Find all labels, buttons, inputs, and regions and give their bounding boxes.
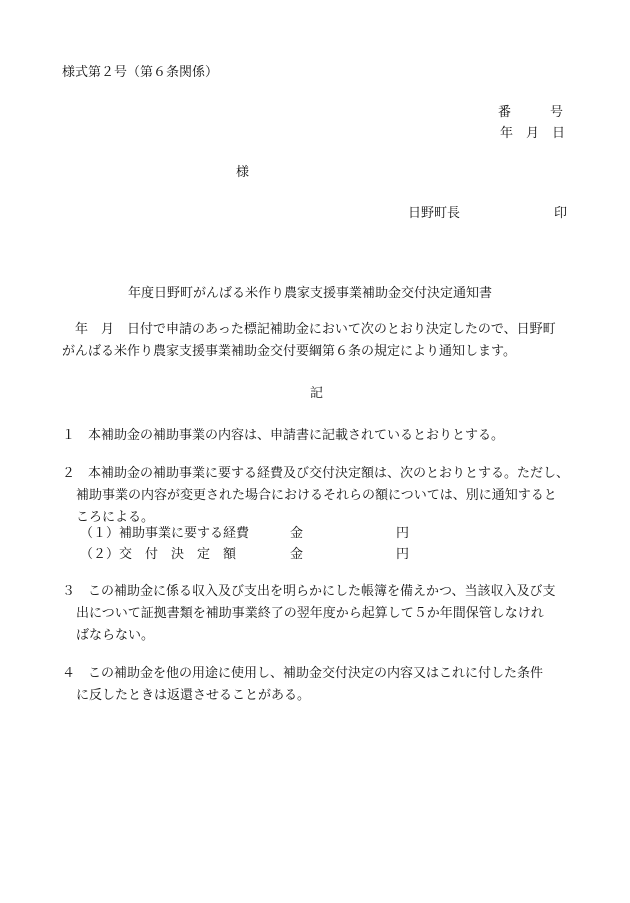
item-line: １ 本補助金の補助事業の内容は、申請書に記載されているとおりとする。 bbox=[62, 428, 505, 443]
issuer-name: 日野町長 bbox=[408, 206, 461, 221]
item-line: ばならない。 bbox=[76, 628, 155, 643]
amount-en: 円 bbox=[396, 526, 410, 541]
amount-label-decision: （２）交 付 決 定 額 bbox=[80, 547, 237, 562]
item-line: に反したときは返還させることがある。 bbox=[76, 688, 311, 703]
item-line: ２ 本補助金の補助事業に要する経費及び交付決定額は、次のとおりとする。ただし、 bbox=[62, 466, 570, 481]
item-1 bbox=[62, 425, 572, 447]
amount-en: 円 bbox=[396, 547, 410, 562]
item-line: ３ この補助金に係る収入及び支出を明らかにした帳簿を備えかつ、当該収入及び支 bbox=[62, 584, 556, 599]
item-line: ころによる。 bbox=[76, 510, 155, 525]
number-label: 番 号 bbox=[498, 105, 564, 120]
date-label: 年 月 日 bbox=[500, 126, 566, 141]
addressee-suffix: 様 bbox=[236, 165, 250, 180]
amount-kin: 金 bbox=[290, 526, 304, 541]
item-3 bbox=[62, 581, 572, 647]
seal-mark: 印 bbox=[554, 206, 568, 221]
item-line: ４ この補助金を他の用途に使用し、補助金交付決定の内容又はこれに付した条件 bbox=[62, 666, 544, 681]
amount-label-expense: （１）補助事業に要する経費 bbox=[80, 526, 250, 541]
intro-line: がんばる米作り農家支援事業補助金交付要綱第６条の規定により通知します。 bbox=[62, 344, 516, 359]
item-4 bbox=[62, 663, 572, 707]
intro-line: 年 月 日付で申請のあった標記補助金において次のとおり決定したので、日野町 bbox=[62, 322, 556, 337]
amount-kin: 金 bbox=[290, 547, 304, 562]
intro-paragraph bbox=[62, 319, 572, 363]
document-title: 年度日野町がんばる米作り農家支援事業補助金交付決定通知書 bbox=[128, 286, 493, 301]
item-line: 補助事業の内容が変更された場合におけるそれらの額については、別に通知すると bbox=[76, 488, 557, 503]
ki-heading: 記 bbox=[310, 386, 324, 401]
item-line: 出について証拠書類を補助事業終了の翌年度から起算して５か年間保管しなけれ bbox=[76, 606, 544, 621]
item-2 bbox=[62, 463, 572, 529]
form-label: 様式第２号（第６条関係） bbox=[62, 65, 219, 80]
